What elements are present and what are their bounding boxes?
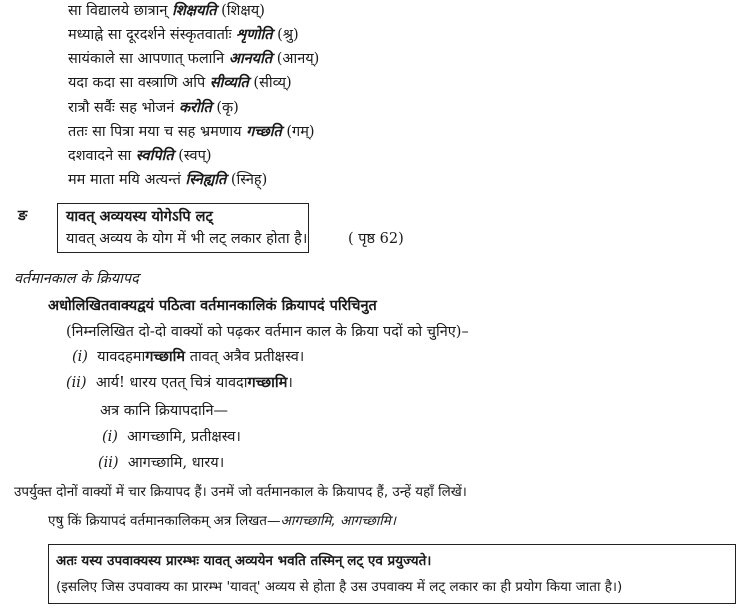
example-text: ततः सा पित्रा मया च सह भ्रमणाय — [68, 124, 247, 140]
page-reference: ( पृष्ठ 62) — [348, 231, 404, 247]
example-root: (सीव्य्) — [248, 75, 292, 91]
kriya-label: अत्र कानि क्रियापदानि— — [100, 403, 229, 419]
example-verb: आनयति — [228, 50, 273, 67]
kriya-item — [98, 454, 224, 472]
example-text: सायंकाले सा आपणात् फलानि — [68, 51, 229, 67]
example-line — [68, 26, 299, 44]
sentence-text: आर्य! धारय एतत् चित्रं यावदा — [95, 375, 248, 391]
example-text: यदा कदा सा वस्त्राणि अपि — [68, 75, 210, 91]
kriya-number: (i) — [102, 429, 118, 445]
rule-title: यावत् अव्ययस्य योगेऽपि लट् — [66, 208, 213, 225]
sentence-verb: गच्छामि — [145, 348, 186, 365]
example-text: सा विद्यालये छात्रान् — [68, 3, 173, 19]
example-line — [68, 50, 319, 68]
example-line — [68, 123, 315, 141]
conclusion-hindi: (इसलिए जिस उपवाक्य का प्रारम्भ 'यावत्' अव्यय से होता है उस उपवाक्य में लट् लकार का ही प्रयोग किया जाता है।) — [56, 579, 623, 595]
kriya-text: आगच्छामि, प्रतीक्षस्व। — [127, 429, 241, 445]
example-verb: गच्छति — [246, 123, 282, 140]
example-root: (स्वप्) — [173, 148, 212, 164]
example-verb: शृणोति — [236, 26, 273, 43]
answer-prompt: एषु किं क्रियापदं वर्तमानकालिकम् अत्र लिखत— — [48, 513, 281, 529]
example-root: (शिक्षय्) — [216, 3, 265, 19]
instruction: अधोलिखितवाक्यद्वयं पठित्वा वर्तमानकालिकं क्रियापदं परिचिनुत — [48, 297, 377, 314]
sentence-number: (ii) — [66, 375, 87, 391]
example-line — [68, 99, 239, 117]
example-text: दशवादने सा — [68, 148, 136, 164]
answer-line — [48, 512, 396, 530]
rule-subtitle: यावत् अव्यय के योग में भी लट् लकार होता है। — [66, 231, 308, 247]
example-text: रात्रौ सर्वैः सह भोजनं — [68, 100, 179, 116]
section-marker: ङ — [18, 207, 28, 224]
example-text: मम माता मयि अत्यन्तं — [68, 172, 186, 188]
section-heading: वर्तमानकाल के क्रियापद — [14, 271, 139, 287]
sentence-item — [66, 374, 293, 392]
sentence-item — [72, 348, 304, 366]
explanation: उपर्युक्त दोनों वाक्यों में चार क्रियापद हैं। उनमें जो वर्तमानकाल के क्रियापद हैं, उन्हें यहाँ लिखें। — [14, 484, 467, 500]
example-root: (कृ) — [211, 100, 239, 116]
kriya-number: (ii) — [98, 455, 119, 471]
sentence-verb: गच्छामि — [247, 374, 288, 391]
example-verb: सीव्यति — [209, 74, 249, 91]
example-line — [68, 74, 292, 92]
example-verb: स्निह्यति — [185, 171, 227, 188]
example-verb: स्वपिति — [135, 147, 174, 164]
sentence-text: । — [287, 375, 293, 391]
sentence-text: तावत् अत्रैव प्रतीक्षस्व। — [185, 349, 305, 365]
example-verb: करोति — [178, 99, 212, 116]
example-root: (स्निह्) — [226, 172, 268, 188]
kriya-item — [102, 428, 241, 446]
example-line — [68, 171, 267, 189]
example-line — [68, 147, 212, 165]
sentence-number: (i) — [72, 349, 88, 365]
sentence-text: यावदहमा — [97, 349, 146, 365]
example-root: (आनय्) — [272, 51, 320, 67]
example-root: (गम्) — [281, 124, 315, 140]
kriya-text: आगच्छामि, धारय। — [127, 455, 225, 471]
example-line — [68, 2, 265, 20]
answer-text: आगच्छामि, आगच्छामि। — [280, 513, 396, 529]
example-text: मध्याह्ने सा दूरदर्शने संस्कृतवार्ताः — [68, 27, 237, 43]
example-root: (श्रु) — [272, 27, 299, 43]
instruction-hindi: (निम्नलिखित दो-दो वाक्यों को पढ़कर वर्तमान काल के क्रिया पदों को चुनिए)– — [66, 324, 469, 340]
example-verb: शिक्षयति — [172, 2, 217, 19]
conclusion-sanskrit: अतः यस्य उपवाक्यस्य प्रारम्भः यावत् अव्ययेन भवति तस्मिन् लट् एव प्रयुज्यते। — [56, 553, 432, 569]
